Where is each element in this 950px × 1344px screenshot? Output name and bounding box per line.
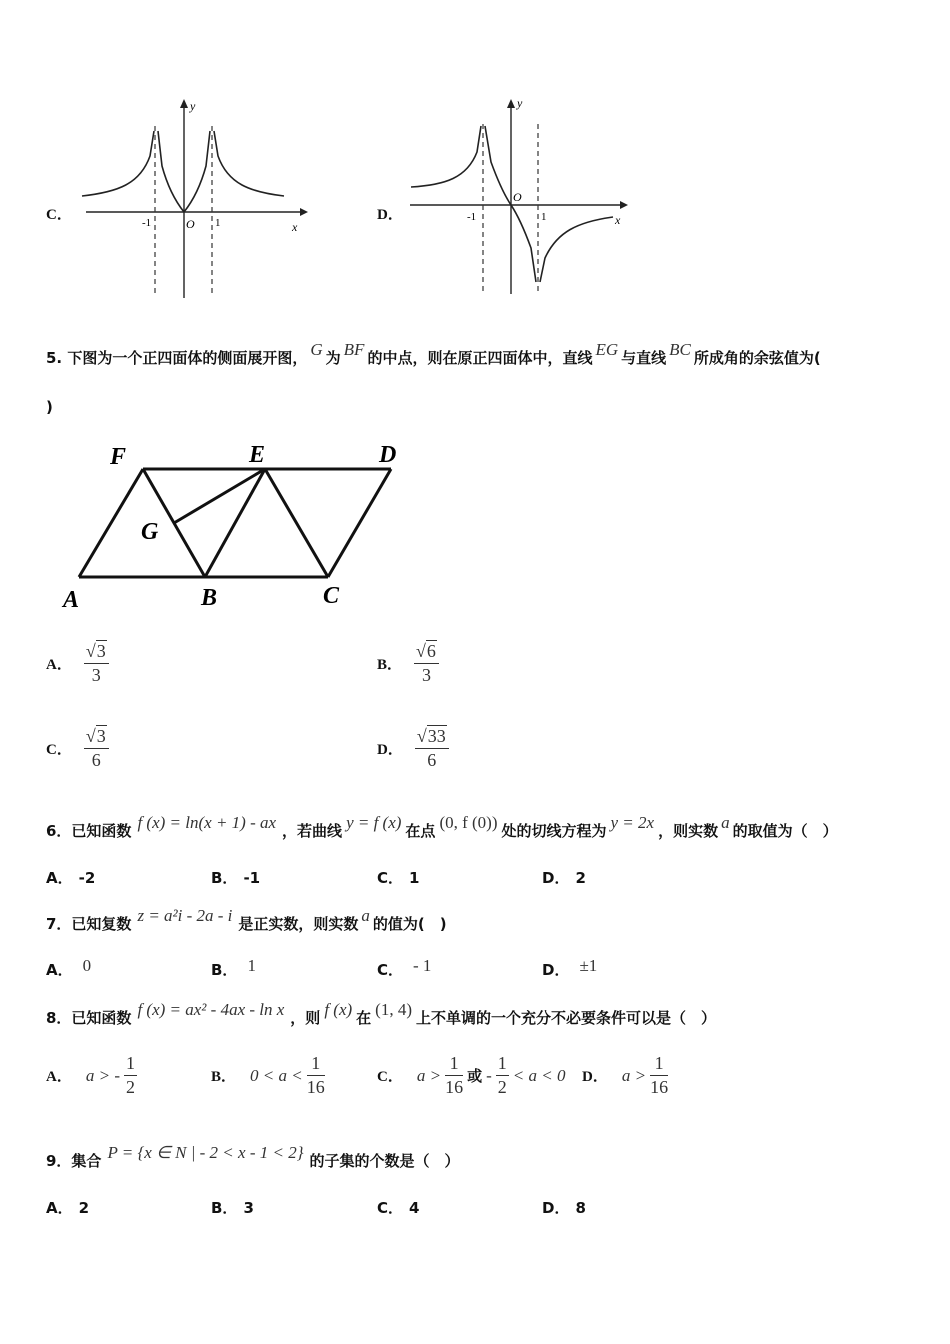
x-label: x xyxy=(615,213,621,227)
y-axis-arrow xyxy=(180,99,188,108)
tick-neg-one: -1 xyxy=(142,217,152,229)
q5-BF: BF xyxy=(343,340,365,359)
tick-one: 1 xyxy=(215,217,221,229)
q4-option-d-label[interactable]: D． xyxy=(377,207,403,223)
q6-option-a[interactable]: A． -2 xyxy=(46,869,96,887)
option-label: A． xyxy=(46,656,72,673)
q5-BC: BC xyxy=(669,340,691,359)
q8-option-d[interactable]: D． a > $\frac{1}{16}$ xyxy=(582,1053,669,1097)
curve-left xyxy=(411,126,481,187)
q8-text-1: 8．已知函数 xyxy=(46,1009,132,1027)
q5-EG: EG xyxy=(595,340,619,359)
y-label: y xyxy=(190,99,196,113)
label-a: A xyxy=(63,587,80,613)
curve-right xyxy=(214,131,284,196)
option-label: B． xyxy=(377,656,403,673)
q8-function: f (x) = ax² - 4ax - ln x xyxy=(137,1000,285,1019)
q6-option-c[interactable]: C． 1 xyxy=(377,869,420,887)
q7-option-b[interactable]: B． 1 xyxy=(211,956,256,979)
q4-graph-d xyxy=(405,92,640,302)
q5-tetrahedron-net xyxy=(55,435,415,615)
q7-a: a xyxy=(361,906,370,925)
label-f: F xyxy=(110,444,127,470)
q7-option-d[interactable]: D． ±1 xyxy=(542,956,598,979)
q7-stem xyxy=(46,906,447,934)
x-label: x xyxy=(292,220,298,234)
q5-option-b[interactable] xyxy=(377,640,439,686)
q8-stem xyxy=(46,1000,717,1028)
q7-text-2: 是正实数，则实数 xyxy=(238,915,359,933)
q8-option-a[interactable]: A． a > - $\frac{1}{2}$ xyxy=(46,1053,135,1097)
q8-fx: f (x) xyxy=(324,1000,353,1019)
q6-option-b[interactable]: B． -1 xyxy=(211,869,261,887)
q5-text-3: 的中点，则在原正四面体中，直线 xyxy=(367,349,593,367)
q5-text-5: 所成角的余弦值为( xyxy=(693,349,821,367)
q6-a: a xyxy=(721,813,730,832)
option-value: √ 33 6 xyxy=(415,725,449,771)
label-b: B xyxy=(201,585,218,611)
q9-option-d[interactable]: D． 8 xyxy=(542,1199,586,1217)
q9-stem xyxy=(46,1143,460,1171)
q6-option-d[interactable]: D． 2 xyxy=(542,869,586,887)
q9-text-1: 9．集合 xyxy=(46,1152,102,1170)
q7-option-c[interactable]: C． - 1 xyxy=(377,956,432,979)
q7-z: z = a²i - 2a - i xyxy=(137,906,233,925)
option-value: √ 6 3 xyxy=(414,640,439,686)
origin-label: O xyxy=(186,217,195,231)
q9-set: P = {x ∈ N | - 2 < x - 1 < 2} xyxy=(107,1143,304,1162)
q9-text-2: 的子集的个数是（ ） xyxy=(309,1152,460,1170)
q5-text-2: 为 xyxy=(325,349,341,367)
edge-fa xyxy=(79,469,143,577)
q6-text-3: 在点 xyxy=(405,822,436,840)
tick-one: 1 xyxy=(541,211,547,223)
q8-text-2: ，则 xyxy=(290,1009,321,1027)
option-value: √ 3 6 xyxy=(84,725,109,771)
y-label: y xyxy=(517,96,523,110)
q7-text-3: 的值为( ) xyxy=(372,915,447,933)
edge-dc xyxy=(328,469,391,577)
label-c: C xyxy=(323,583,340,609)
q6-tangent: y = 2x xyxy=(610,813,655,832)
q6-point: (0, f (0)) xyxy=(439,813,498,832)
q6-stem xyxy=(46,813,838,841)
option-value: √ 3 3 xyxy=(84,640,109,686)
q5-option-c[interactable] xyxy=(46,725,109,771)
curve-right xyxy=(540,217,613,282)
edge-ec xyxy=(265,469,328,577)
curve-left xyxy=(82,131,154,196)
q5-option-a[interactable] xyxy=(46,640,109,686)
q6-text-5: ，则实数 xyxy=(658,822,719,840)
option-label: D． xyxy=(377,741,403,758)
label-g: G xyxy=(141,519,159,545)
q5-text-4: 与直线 xyxy=(621,349,667,367)
q8-text-4: 上不单调的一个充分不必要条件可以是（ ） xyxy=(416,1009,717,1027)
q6-text-4: 处的切线方程为 xyxy=(501,822,607,840)
q5-stem xyxy=(46,340,821,368)
q6-text-1: 6．已知函数 xyxy=(46,822,132,840)
q4-graph-c xyxy=(78,96,318,306)
q8-option-c[interactable]: C． a > $\frac{1}{16}$ 或 - $\frac{1}{2}$ < a < 0 xyxy=(377,1053,566,1097)
label-e: E xyxy=(249,442,266,468)
x-axis-arrow xyxy=(300,208,308,216)
x-axis-arrow xyxy=(620,201,628,209)
label-d: D xyxy=(379,442,397,468)
q6-text-6: 的取值为（ ） xyxy=(732,822,838,840)
q5-text-1: 5. 下图为一个正四面体的侧面展开图， xyxy=(46,349,308,367)
q6-curve: y = f (x) xyxy=(346,813,402,832)
q8-interval: (1, 4) xyxy=(375,1000,412,1019)
q6-function: f (x) = ln(x + 1) - ax xyxy=(137,813,277,832)
q6-text-2: ，若曲线 xyxy=(282,822,343,840)
option-label: C． xyxy=(46,741,72,758)
q9-option-b[interactable]: B． 3 xyxy=(211,1199,254,1217)
q9-option-a[interactable]: A． 2 xyxy=(46,1199,90,1217)
q8-text-3: 在 xyxy=(356,1009,372,1027)
tick-neg-one: -1 xyxy=(467,211,477,223)
q5-option-d[interactable] xyxy=(377,725,449,771)
q7-text-1: 7．已知复数 xyxy=(46,915,132,933)
q7-option-a[interactable]: A． 0 xyxy=(46,956,92,979)
y-axis-arrow xyxy=(507,99,515,108)
q5-G: G xyxy=(310,340,323,359)
q4-option-c-label[interactable]: C． xyxy=(46,207,72,223)
origin-label: O xyxy=(513,190,522,204)
q8-option-b[interactable]: B． 0 < a < $\frac{1}{16}$ xyxy=(211,1053,325,1097)
q9-option-c[interactable]: C． 4 xyxy=(377,1199,420,1217)
q5-close-paren: ) xyxy=(46,398,53,416)
